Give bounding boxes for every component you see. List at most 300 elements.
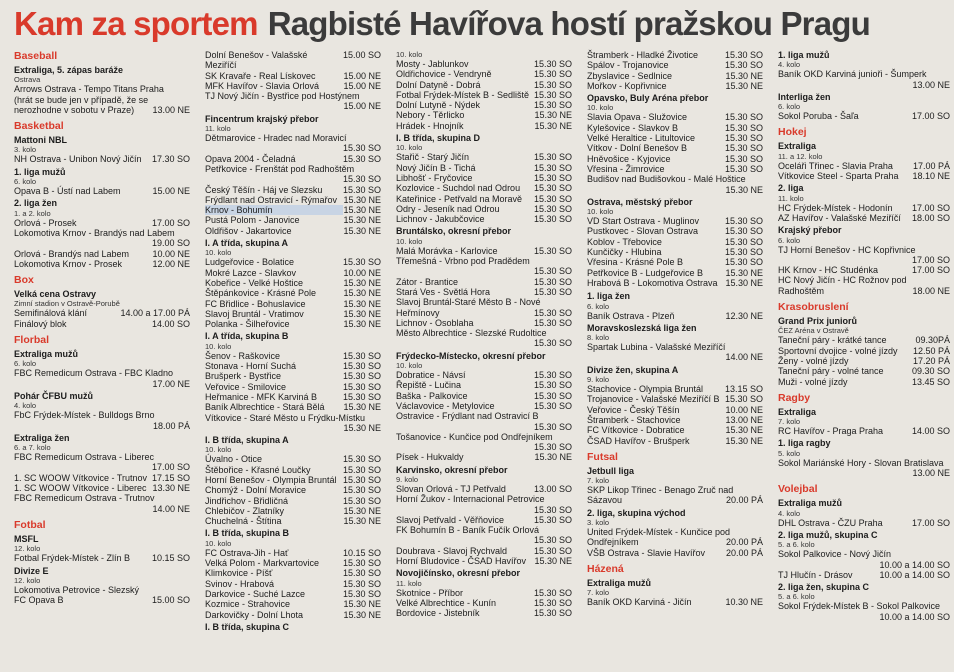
fixture-time: 15.30 SO — [342, 464, 381, 475]
fixture-teams: Dolní Datyně - Dobrá — [396, 79, 481, 90]
fixture-row — [205, 268, 381, 278]
fixture-time: 15.30 NE — [534, 556, 572, 567]
fixture-time: 15.30 SO — [342, 143, 381, 154]
fixture-row — [396, 80, 572, 90]
fixture-teams: Budišov nad Budišovkou - Malé Hoštice — [587, 174, 746, 185]
fixture-time: 15.30 SO — [533, 587, 572, 598]
fixture-teams: DHL Ostrava - ČZU Praha — [778, 517, 883, 528]
fixture-time: 15.30 SO — [533, 276, 572, 287]
fixture-row — [396, 535, 572, 545]
fixture-time: 15.30 SO — [342, 184, 381, 195]
round-detail: 11. kolo — [205, 124, 231, 134]
competition-title: I. A třída, skupina B — [205, 331, 289, 342]
fixture-time: 13.00 NE — [912, 468, 950, 479]
round-detail: 12. kolo — [14, 575, 41, 585]
round-detail: 9. kolo — [587, 375, 610, 385]
fixture-row — [205, 215, 381, 225]
fixture-row — [205, 133, 381, 143]
sport-heading: Fotbal — [14, 518, 46, 531]
competition-title: 2. liga žen — [14, 198, 58, 209]
fixture-teams: FK Bohumín B - Baník Fučík Orlová — [396, 525, 540, 536]
fixture-row — [14, 238, 190, 248]
competition-title: Ostrava, městský přebor — [587, 196, 693, 207]
fixture-row — [14, 368, 190, 378]
round-detail: 7. kolo — [587, 476, 610, 486]
fixture-row — [396, 442, 572, 452]
fixture-row — [14, 483, 190, 493]
fixture-row — [778, 203, 950, 213]
fixture-row — [587, 384, 763, 394]
fixture-teams: Štěpánkovice - Krásné Pole — [205, 288, 317, 299]
fixture-row — [778, 458, 950, 468]
fixture-row — [396, 90, 572, 100]
fixture-teams: Stařič - Starý Jičín — [396, 152, 470, 163]
fixture-row — [396, 69, 572, 79]
fixture-time: 15.30 NE — [343, 599, 381, 610]
fixture-row — [205, 568, 381, 578]
fixture-time: 15.30 SO — [533, 535, 572, 546]
fixture-time: 15.30 NE — [725, 425, 763, 436]
fixture-teams: Úvalno - Otice — [205, 454, 263, 465]
sport-section — [587, 561, 763, 608]
fixture-row — [778, 366, 950, 376]
fixture-time: 15.30 SO — [342, 454, 381, 465]
fixture-row — [396, 546, 572, 556]
fixture-row — [778, 612, 950, 622]
fixture-row — [778, 255, 950, 265]
fixture-teams: FC Ostrava-Jih - Hať — [205, 547, 289, 558]
fixture-row — [396, 100, 572, 110]
sport-heading: Box — [14, 274, 34, 287]
fixture-teams: Horní Benešov - Olympia Bruntál — [205, 474, 337, 485]
fixture-time: 15.30 NE — [343, 422, 381, 433]
fixture-row — [205, 506, 381, 516]
fixture-time: 13.45 SO — [911, 376, 950, 387]
fixture-teams: MFK Havířov - Slavia Orlová — [205, 80, 320, 91]
round-detail: Zimní stadion v Ostravě-Porubě — [14, 299, 120, 309]
fixture-row — [205, 50, 381, 71]
competition-block — [205, 622, 381, 632]
fixture-time: 15.30 SO — [342, 174, 381, 185]
competition-title: I. B třída, skupina C — [205, 621, 290, 632]
fixture-teams: Kobeřice - Velké Hoštice — [205, 277, 304, 288]
fixture-row — [205, 392, 381, 402]
competition-block — [14, 65, 190, 115]
sport-section — [778, 481, 950, 622]
fixture-time: 13.30 NE — [152, 483, 190, 494]
fixture-row — [587, 133, 763, 143]
fixture-teams: AZ Havířov - Valašské Meziříčí — [778, 212, 901, 223]
fixture-time: 13.00 NE — [152, 104, 190, 115]
fixture-teams: Fotbal Frýdek-Místek - Zlín B — [14, 553, 131, 564]
fixture-row — [14, 308, 190, 318]
fixture-row — [778, 356, 950, 366]
fixture-time: 10.30 NE — [725, 597, 763, 608]
fixture-row — [587, 226, 763, 236]
fixture-row — [14, 421, 190, 431]
fixture-row — [14, 228, 190, 238]
fixture-teams: Kozlovice - Suchdol nad Odrou — [396, 183, 521, 194]
fixture-row — [396, 422, 572, 432]
fixture-teams: Dobratice - Návsí — [396, 370, 466, 381]
fixture-teams: Sokol Palkovice - Nový Jičín — [778, 549, 892, 560]
competition-block — [396, 568, 572, 618]
fixture-row — [396, 370, 572, 380]
fixture-teams: Baník OKD Karviná - Jičín — [587, 597, 692, 608]
fixture-teams: Orlová - Brandýs nad Labem — [14, 248, 130, 259]
fixture-time: 15.30 SO — [724, 50, 763, 60]
fixture-row — [396, 452, 572, 462]
competition-block — [587, 291, 763, 321]
fixture-time: 17.00 SO — [151, 462, 190, 473]
fixture-row — [587, 485, 763, 495]
fixture-teams: Kateřinice - Petřvald na Moravě — [396, 193, 523, 204]
fixture-teams: TJ Hlučín - Drásov — [778, 569, 853, 580]
round-detail: 6. kolo — [778, 235, 801, 245]
fixture-teams: FC Břidlice - Bohuslavice — [205, 298, 306, 309]
fixture-teams: Hrabová B - Lokomotiva Ostrava — [587, 277, 718, 288]
fixture-teams: Lichnov - Osoblaha — [396, 317, 474, 328]
fixture-time: 15.30 NE — [343, 516, 381, 527]
competition-title: Pohár ČFBU mužů — [14, 390, 94, 401]
fixture-row — [587, 405, 763, 415]
fixture-teams: Hněvošice - Kyjovice — [587, 153, 671, 164]
fixture-teams: Doubrava - Slavoj Rychvald — [396, 545, 508, 556]
fixture-row — [778, 171, 950, 181]
sport-section — [778, 390, 950, 478]
fixture-teams: Mosty - Jablunkov — [396, 59, 469, 69]
fixture-time: 15.30 SO — [533, 162, 572, 173]
fixture-row — [778, 468, 950, 478]
fixture-row — [778, 560, 950, 570]
fixture-row — [205, 516, 381, 526]
competition-title: 1. liga žen — [587, 291, 631, 302]
fixture-row — [396, 110, 572, 120]
fixture-time: 15.30 NE — [725, 267, 763, 278]
fixture-time: 15.30 NE — [725, 435, 763, 446]
fixture-time: 15.30 SO — [533, 245, 572, 256]
fixture-row — [587, 268, 763, 278]
fixture-teams: Štěbořice - Křasné Loučky — [205, 464, 311, 475]
fixture-time: 15.30 SO — [533, 183, 572, 194]
competition-title: Extraliga mužů — [778, 498, 843, 509]
sport-heading: Florbal — [14, 334, 50, 347]
round-detail: 7. kolo — [587, 588, 610, 598]
fixture-teams: Horní Žukov - Internacional Petrovice — [396, 494, 545, 505]
fixture-row — [587, 394, 763, 404]
fixture-teams: Petřkovice B - Ludgeřovice B — [587, 267, 704, 278]
fixture-row — [205, 288, 381, 298]
fixture-time: 15.00 NE — [343, 70, 381, 81]
competition-title: Opavsko, Buly Aréna přebor — [587, 93, 709, 104]
fixture-time: 18.10 NE — [912, 171, 950, 182]
competition-block — [14, 198, 190, 269]
fixture-time: 12.50 PÁ — [912, 345, 950, 356]
fixture-teams: HK Krnov - HC Studénka — [778, 265, 879, 276]
competition-title: 1. liga mužů — [14, 166, 66, 177]
competition-title: Jetbull liga — [587, 465, 635, 476]
fixture-row — [396, 183, 572, 193]
fixture-row — [587, 143, 763, 153]
competition-block — [14, 433, 190, 514]
competition-title: 1. liga mužů — [778, 50, 830, 60]
fixture-teams: Heřmínovy — [396, 307, 440, 318]
competition-block — [205, 528, 381, 619]
fixture-time: 15.30 NE — [534, 452, 572, 463]
fixture-row — [205, 579, 381, 589]
competition-title: Mattoni NBL — [14, 135, 67, 146]
competition-block — [396, 351, 572, 463]
fixture-row — [14, 462, 190, 472]
sport-heading: Hokej — [778, 126, 807, 139]
fixture-time: 15.30 NE — [343, 505, 381, 516]
fixture-row — [396, 246, 572, 256]
competition-block — [396, 465, 572, 567]
round-detail: 10. kolo — [396, 50, 423, 59]
fixture-row — [396, 173, 572, 183]
fixture-row — [205, 496, 381, 506]
fixture-row — [587, 237, 763, 247]
fixture-row — [205, 71, 381, 81]
fixture-teams: Brušperk - Bystřice — [205, 371, 282, 382]
fixture-teams: Ženy - volné jízdy — [778, 355, 849, 366]
fixture-teams: 1. SC WOOW Vítkovice - Liberec — [14, 483, 147, 494]
fixture-teams: Trojanovice - Valašské Meziříčí B — [587, 394, 720, 405]
fixture-teams: Velké Heraltice - Litultovice — [587, 133, 696, 144]
fixture-teams: FBC Remedicum Ostrava - Trutnov — [14, 493, 155, 504]
round-detail: 10. kolo — [396, 143, 423, 153]
fixture-row — [205, 174, 381, 184]
fixture-row — [396, 598, 572, 608]
fixture-row — [587, 597, 763, 607]
fixture-row — [205, 164, 381, 174]
fixture-time: 15.30 SO — [533, 380, 572, 391]
fixture-row — [205, 599, 381, 609]
fixture-teams: Vřesina - Krásné Pole B — [587, 257, 684, 268]
fixture-row — [587, 112, 763, 122]
fixture-time: 15.30 SO — [724, 257, 763, 268]
fixture-row — [587, 154, 763, 164]
fixture-teams: Baník Albrechtice - Stará Bělá — [205, 402, 325, 413]
fixture-time: 15.30 SO — [724, 153, 763, 164]
fixture-teams: ČSAD Havířov - Brušperk — [587, 435, 690, 446]
fixture-teams: Štramberk - Hladké Životice — [587, 50, 699, 60]
fixture-teams: Stará Ves - Světlá Hora — [396, 286, 491, 297]
fixture-teams: Fotbal Frýdek-Místek B - Sedliště — [396, 89, 530, 100]
competition-title: Moravskoslezská liga žen — [587, 322, 697, 333]
fixture-teams: Mořkov - Kopřivnice — [587, 80, 667, 91]
fixture-teams: Orlová - Prosek — [14, 217, 77, 228]
fixture-time: 15.30 SO — [533, 421, 572, 432]
fixture-teams: Písek - Hukvaldy — [396, 452, 464, 463]
fixture-teams: VD Start Ostrava - Muglinov — [587, 216, 700, 227]
fixture-teams: Kunčičky - Hlubina — [587, 247, 662, 258]
competition-block — [778, 498, 950, 528]
fixture-time: 15.30 SO — [533, 307, 572, 318]
fixture-row — [778, 346, 950, 356]
fixture-row — [778, 601, 950, 611]
fixture-time: 15.30 NE — [725, 277, 763, 288]
fixture-row — [587, 247, 763, 257]
round-detail: 11. kolo — [396, 578, 422, 588]
sport-section — [14, 272, 190, 329]
fixture-teams: Sokol Frýdek-Místek B - Sokol Palkovice — [778, 601, 941, 612]
fixture-time: 15.30 SO — [342, 257, 381, 268]
fixture-teams: Oldřichovice - Vendryně — [396, 69, 492, 80]
fixture-time: 15.30 NE — [343, 609, 381, 620]
fixture-teams: Ondřejníkem — [587, 537, 639, 548]
fixture-row — [587, 352, 763, 362]
competition-block — [778, 407, 950, 437]
fixture-teams: United Frýdek-Místek - Kunčice pod — [587, 526, 731, 537]
fixture-time: 20.00 PÁ — [725, 547, 763, 558]
fixture-teams: Koblov - Třebovice — [587, 236, 662, 247]
fixture-row — [205, 299, 381, 309]
competition-title: 2. liga mužů, skupina C — [778, 529, 878, 540]
competition-title: I. A třída, skupina A — [205, 238, 289, 249]
competition-title: Karvinsko, okresní přebor — [396, 464, 508, 475]
fixture-row — [396, 401, 572, 411]
competition-block — [587, 508, 763, 558]
fixture-teams: Horní Bludovice - ČSAD Havířov — [396, 556, 527, 567]
fixture-row — [205, 361, 381, 371]
competition-block — [396, 226, 572, 348]
fixture-teams: SKP Likop Třinec - Benago Zruč nad — [587, 485, 734, 496]
competition-block — [14, 167, 190, 197]
fixture-teams: 1. SC WOOW Vítkovice - Trutnov — [14, 472, 148, 483]
fixture-row — [396, 588, 572, 598]
fixture-time: 15.30 SO — [342, 495, 381, 506]
fixture-time: 10.00 NE — [725, 404, 763, 415]
fixture-time: 10.00 a 14.00 SO — [879, 559, 950, 570]
column-4 — [587, 48, 763, 672]
competition-block — [587, 323, 763, 363]
fixture-row — [396, 163, 572, 173]
fixture-teams: Stonava - Horní Suchá — [205, 361, 297, 372]
round-detail: 11. a 12. kolo — [778, 151, 823, 161]
fixture-teams: TJ Nový Jičín - Bystřice pod Hostýnem — [205, 91, 360, 102]
fixture-row — [205, 143, 381, 153]
fixture-row — [396, 494, 572, 504]
fixture-row — [587, 425, 763, 435]
fixture-teams: Chuchelná - Štítina — [205, 516, 282, 527]
fixture-teams: Slavia Opava - Služovice — [587, 112, 688, 123]
competition-title: 2. liga — [778, 183, 804, 194]
round-detail: 4. kolo — [778, 60, 801, 70]
fixture-time: 14.00 NE — [725, 352, 763, 363]
fixture-time: 15.30 SO — [724, 143, 763, 154]
fixture-time: 15.30 NE — [343, 298, 381, 309]
fixture-time: 15.30 SO — [724, 216, 763, 227]
fixture-teams: Krnov - Bohumín — [205, 205, 343, 215]
fixture-time: 15.30 NE — [534, 110, 572, 121]
fixture-teams: Opava 2004 - Čeladná — [205, 153, 296, 164]
fixture-teams: Spálov - Trojanovice — [587, 60, 669, 71]
fixture-time: 15.00 SO — [151, 595, 190, 606]
fixture-time: 15.30 SO — [724, 122, 763, 133]
fixture-time: 15.30 SO — [533, 442, 572, 453]
fixture-row — [14, 186, 190, 196]
sport-heading: Volejbal — [778, 483, 818, 496]
fixture-time: 15.30 SO — [342, 588, 381, 599]
fixture-teams: Zátor - Brantice — [396, 276, 459, 287]
fixture-row — [587, 527, 763, 537]
fixture-teams: Veřovice - Český Těšín — [587, 404, 680, 415]
fixture-time: 15.30 SO — [533, 400, 572, 411]
fixture-teams: NH Ostrava - Unibon Nový Jičín — [14, 154, 142, 165]
round-detail: 11. kolo — [778, 193, 804, 203]
competition-block — [587, 197, 763, 288]
round-detail: ČEZ Aréna v Ostravě — [778, 326, 849, 336]
fixture-time: 13.00 NE — [912, 79, 950, 90]
round-detail: 10. kolo — [396, 361, 423, 371]
fixture-row — [205, 413, 381, 423]
fixture-row — [587, 50, 763, 60]
fixture-teams: Arrows Ostrava - Tempo Titans Praha — [14, 84, 164, 95]
competition-block — [778, 582, 950, 622]
fixture-time: 10.00 NE — [152, 248, 190, 259]
round-detail: 10. kolo — [205, 341, 232, 351]
fixture-row — [14, 379, 190, 389]
fixture-time: 13.00 SO — [533, 483, 572, 494]
fixture-row — [778, 377, 950, 387]
fixture-time: 10.15 SO — [151, 553, 190, 564]
fixture-time: 15.30 SO — [533, 338, 572, 349]
competition-title: Velká cena Ostravy — [14, 289, 97, 300]
competition-title: Divize E — [14, 565, 49, 576]
competition-title: MSFL — [14, 533, 39, 544]
fixture-time: 15.30 SO — [533, 504, 572, 515]
fixture-row — [205, 558, 381, 568]
fixture-time: 15.30 SO — [724, 60, 763, 71]
fixture-time: 17.00 SO — [911, 265, 950, 276]
fixture-teams: Malá Morávka - Karlovice — [396, 245, 498, 256]
competition-title: 1. liga ragby — [778, 438, 831, 449]
fixture-teams: Klimkovice - Píšť — [205, 568, 273, 579]
fixture-row — [205, 278, 381, 288]
fixture-teams: nerozhodne v sobotu v Praze) — [14, 104, 135, 115]
round-detail: 3. kolo — [14, 145, 37, 155]
fixture-time: 14.00 SO — [911, 426, 950, 437]
fixture-row — [14, 585, 190, 595]
round-detail: 5. kolo — [778, 448, 801, 458]
fixture-time: 18.00 NE — [912, 285, 950, 296]
fixture-row — [587, 164, 763, 174]
round-detail: 3. kolo — [587, 517, 610, 527]
fixture-row — [778, 275, 950, 285]
fixture-teams: Stachovice - Olympia Bruntál — [587, 384, 704, 395]
fixture-teams: Dolní Benešov - Valašské Meziříčí — [205, 50, 308, 71]
sport-section — [14, 48, 190, 115]
fixture-row — [14, 259, 190, 269]
round-detail: 6. kolo — [14, 177, 37, 187]
competition-title: Interliga žen — [778, 91, 831, 102]
fixture-teams: Velké Albrechtice - Kunín — [396, 597, 497, 608]
fixture-time: 17.00 SO — [911, 254, 950, 265]
fixture-time: 15.30 SO — [533, 203, 572, 214]
competition-block — [778, 316, 950, 387]
fixture-row — [205, 423, 381, 433]
fixture-row — [587, 81, 763, 91]
fixture-teams: SK Kravaře - Real Lískovec — [205, 70, 316, 81]
fixture-teams: Muži - volné jízdy — [778, 376, 848, 387]
fixture-row — [587, 537, 763, 547]
fixture-time: 15.30 SO — [533, 317, 572, 328]
fixture-teams: Taneční páry - krátké tance — [778, 335, 887, 346]
fixture-time: 15.30 SO — [533, 514, 572, 525]
sport-heading: Házená — [587, 562, 624, 575]
fixture-time: 15.30 SO — [724, 394, 763, 405]
